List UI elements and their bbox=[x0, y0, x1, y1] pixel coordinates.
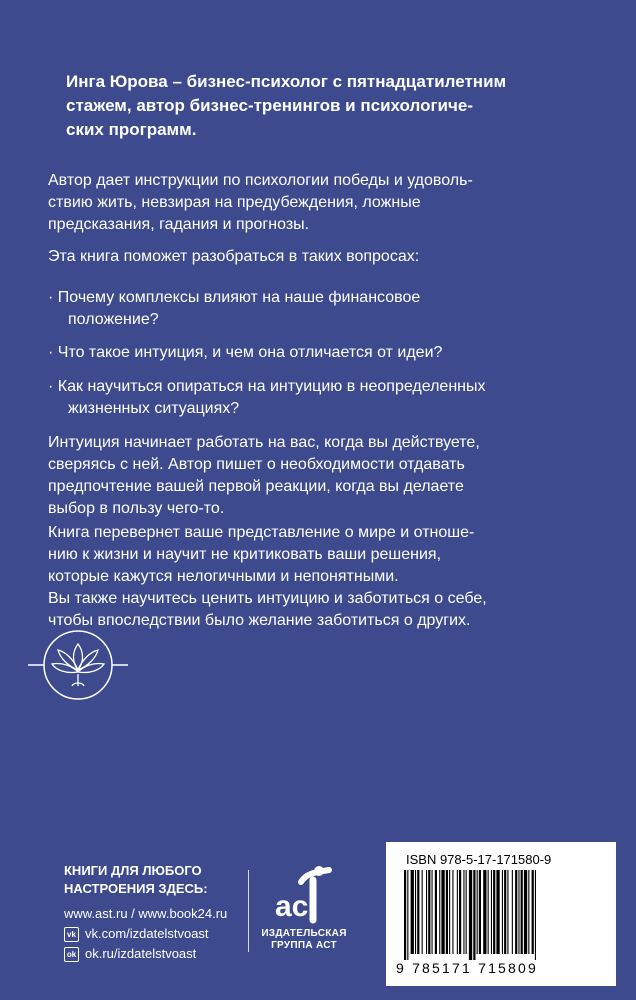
footer-divider bbox=[248, 870, 249, 952]
text-line: Книга перевернет ваше представление о мире и отноше- bbox=[48, 524, 475, 541]
ok-link-text: ok.ru/izdatelstvoast bbox=[85, 946, 197, 961]
publisher-name-line: ИЗДАТЕЛЬСКАЯ bbox=[261, 928, 347, 939]
vk-link-text: vk.com/izdatelstvoast bbox=[85, 926, 209, 941]
text-line: · Как научиться опираться на интуицию в неопределенных bbox=[48, 378, 486, 395]
ast-logo-icon bbox=[269, 862, 339, 924]
text-line: предпочтение вашей первой реакции, когда вы делаете bbox=[48, 478, 464, 495]
description-paragraph-4 bbox=[48, 522, 588, 632]
author-bio-line: ских программ. bbox=[66, 120, 197, 139]
text-line: Автор дает инструкции по психологии победы и удоволь- bbox=[48, 172, 473, 189]
text-line: положение? bbox=[68, 311, 159, 328]
promo-title bbox=[64, 862, 227, 898]
text-line: которые кажутся нелогичными и непонятными. bbox=[48, 568, 399, 585]
barcode-bar bbox=[407, 870, 408, 960]
barcode-bar bbox=[502, 870, 503, 954]
text-line: · Почему комплексы влияют на наше финансовое bbox=[48, 289, 421, 306]
barcode-bar bbox=[521, 870, 523, 954]
text-line: · Что такое интуиция, и чем она отличается от идеи? bbox=[48, 344, 443, 361]
barcode-bar bbox=[463, 870, 464, 954]
text-line: Вы также научитесь ценить интуицию и заботиться о себе, bbox=[48, 590, 487, 607]
barcode-bar bbox=[507, 870, 508, 954]
barcode-icon bbox=[400, 870, 602, 960]
barcode-bar bbox=[404, 870, 406, 960]
barcode-bar bbox=[428, 870, 430, 954]
barcode-bar bbox=[457, 870, 458, 954]
barcode-bar bbox=[459, 870, 461, 954]
ok-link[interactable] bbox=[64, 944, 227, 964]
text-line: Эта книга поможет разобраться в таких вопросах: bbox=[48, 248, 420, 265]
barcode-bar bbox=[528, 870, 529, 954]
barcode-bar bbox=[469, 870, 472, 960]
description-paragraph-1 bbox=[48, 170, 588, 236]
barcode-bar bbox=[518, 870, 519, 954]
vk-link[interactable] bbox=[64, 924, 227, 944]
barcode-bar bbox=[435, 870, 437, 954]
bullet-item-2 bbox=[48, 342, 588, 364]
author-bio-line: стажем, автор бизнес-тренингов и психологиче- bbox=[66, 96, 473, 115]
websites-link[interactable] bbox=[64, 904, 227, 924]
barcode-bar bbox=[488, 870, 489, 954]
barcode-bar bbox=[477, 870, 478, 954]
barcode-bar bbox=[496, 870, 499, 954]
barcode-bar bbox=[532, 870, 534, 954]
text-line: ствию жить, невзирая на предубеждения, ложные bbox=[48, 194, 421, 211]
barcode-bar bbox=[426, 870, 427, 954]
promo-title-line: НАСТРОЕНИЯ ЗДЕСЬ: bbox=[64, 881, 208, 896]
barcode-bar bbox=[432, 870, 433, 954]
barcode-bar bbox=[441, 870, 444, 954]
ok-icon: ok bbox=[64, 947, 79, 962]
bullet-item-1 bbox=[48, 287, 588, 331]
barcode-bar bbox=[422, 870, 423, 954]
lotus-emblem-icon bbox=[28, 620, 128, 710]
ast-logo-text: ас bbox=[275, 890, 309, 923]
barcode-bar bbox=[473, 870, 475, 960]
barcode-bar bbox=[491, 870, 492, 954]
text-line: жизненных ситуациях? bbox=[68, 400, 240, 417]
barcode-bar bbox=[452, 870, 453, 954]
footer-links bbox=[64, 862, 227, 964]
isbn-text: ISBN 978-5-17-171580-9 bbox=[406, 852, 552, 867]
barcode-bar bbox=[417, 870, 419, 954]
barcode-bar bbox=[449, 870, 450, 954]
barcode-bar bbox=[512, 870, 513, 954]
barcode-bar bbox=[493, 870, 495, 954]
text-line: Интуиция начинает работать на вас, когда вы действуете, bbox=[48, 434, 480, 451]
description-paragraph-3 bbox=[48, 432, 588, 520]
text-line: чтобы впоследствии было желание заботиться о других. bbox=[48, 612, 471, 629]
barcode-panel bbox=[386, 842, 616, 986]
promo-title-line: КНИГИ ДЛЯ ЛЮБОГО bbox=[64, 863, 202, 878]
barcode-bar bbox=[515, 870, 517, 954]
barcode-bar bbox=[466, 870, 467, 954]
text-line: предсказания, гадания и прогнозы. bbox=[48, 216, 310, 233]
barcode-bar bbox=[535, 870, 536, 960]
author-bio bbox=[66, 70, 586, 142]
text-line: сверяясь с ней. Автор пишет о необходимости отдавать bbox=[48, 456, 465, 473]
barcode-bar bbox=[504, 870, 506, 954]
ean-number: 9 785171 715809 bbox=[396, 960, 538, 976]
barcode-bar bbox=[483, 870, 486, 954]
barcode-bar bbox=[439, 870, 440, 954]
bullet-item-3 bbox=[48, 376, 588, 420]
author-bio-line: Инга Юрова – бизнес-психолог с пятнадцатилетним bbox=[66, 72, 507, 91]
barcode-bar bbox=[446, 870, 448, 954]
barcode-bar bbox=[524, 870, 527, 954]
publisher-name-line: ГРУППА АСТ bbox=[271, 940, 337, 951]
text-line: нию к жизни и научит не критиковать ваши решения, bbox=[48, 546, 442, 563]
barcode-bar bbox=[411, 870, 414, 954]
description-paragraph-2 bbox=[48, 246, 588, 268]
barcode-bar bbox=[479, 870, 481, 954]
vk-icon: vk bbox=[64, 927, 79, 942]
websites-text: www.ast.ru / www.book24.ru bbox=[64, 906, 228, 921]
barcode-bar bbox=[415, 870, 416, 954]
publisher-name bbox=[256, 928, 352, 952]
publisher-block bbox=[256, 862, 352, 952]
text-line: выбор в пользу чего-то. bbox=[48, 500, 225, 517]
